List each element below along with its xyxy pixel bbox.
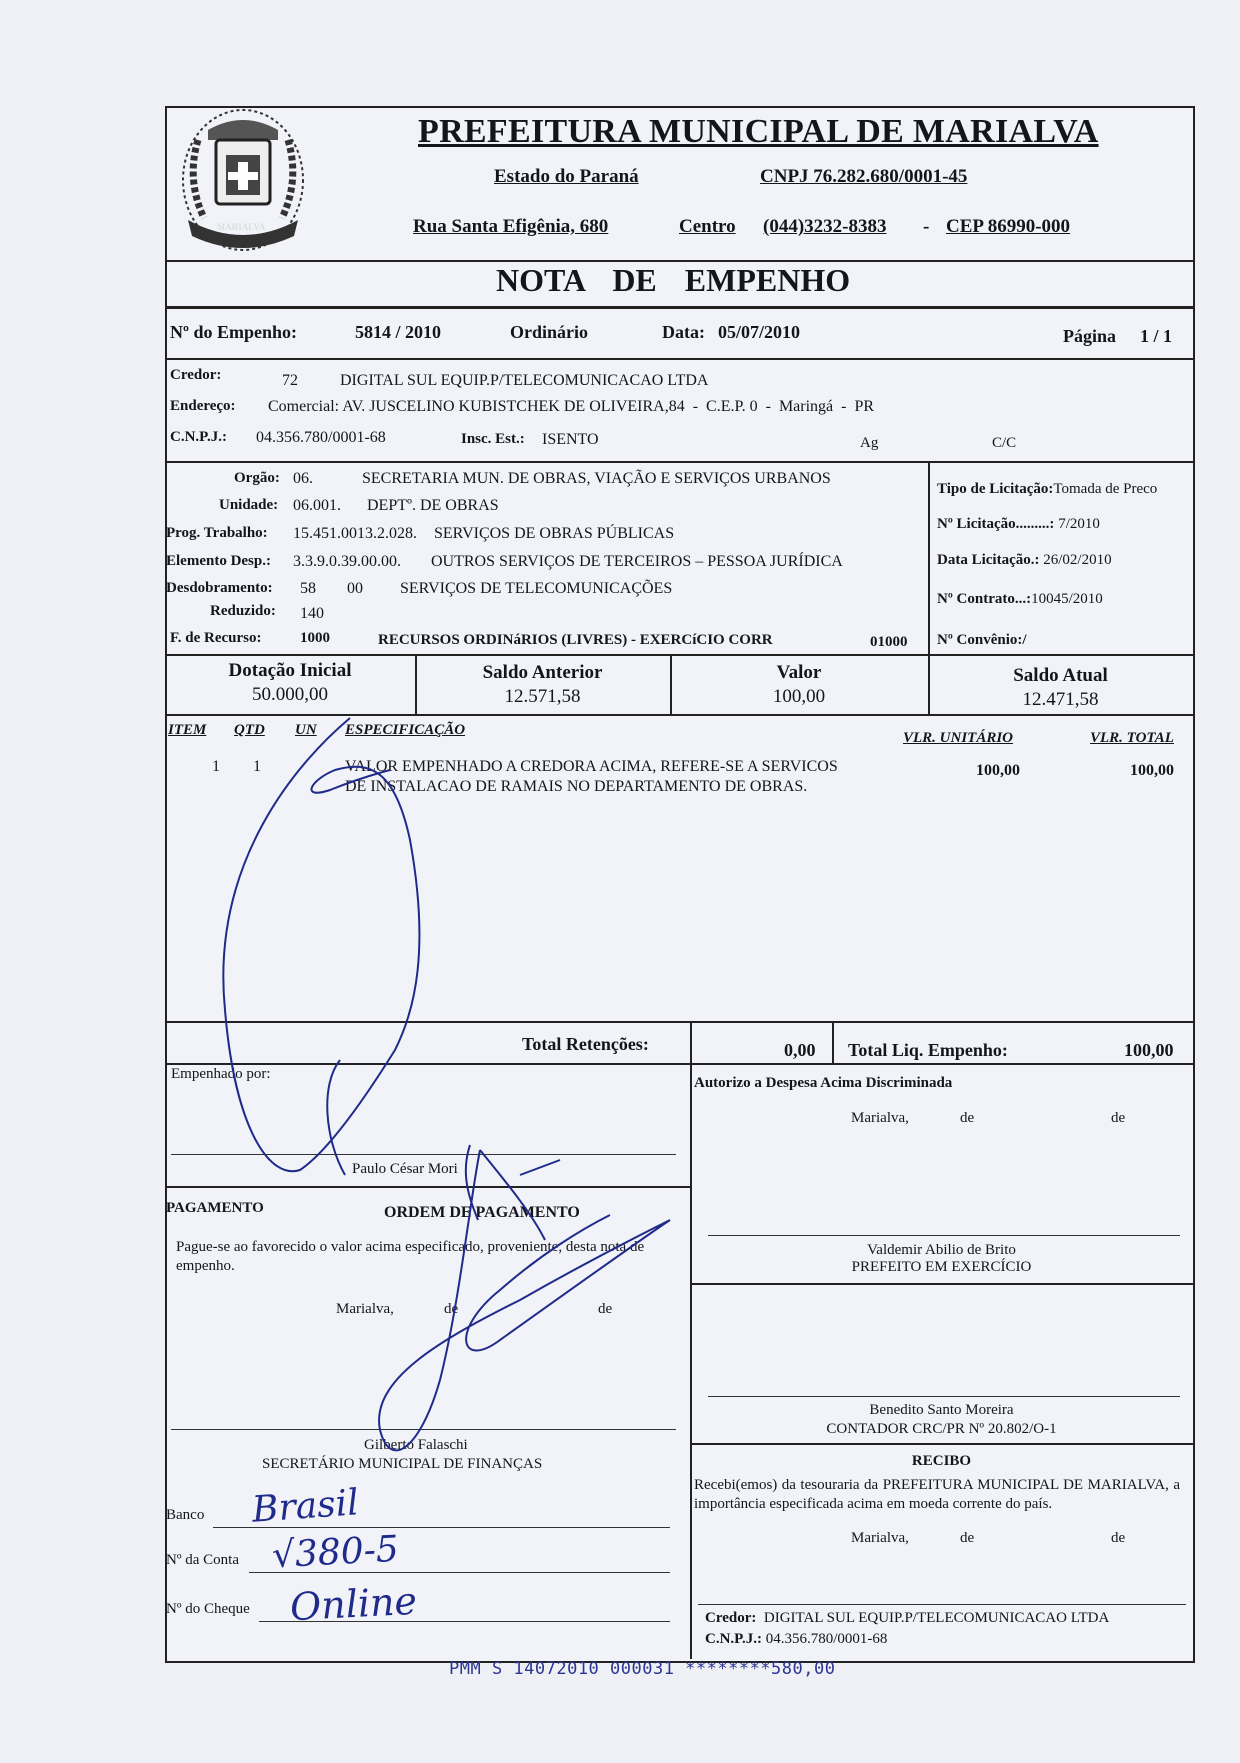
recurso-label: F. de Recurso: — [170, 630, 262, 646]
col-qtd: QTD — [234, 722, 265, 738]
agency-label: Ag — [860, 435, 879, 451]
saldo-atual-value: 12.471,58 — [1022, 689, 1099, 710]
licitacao-number-label: Nº Licitação.........: — [937, 516, 1055, 532]
prog-name: SERVIÇOS DE OBRAS PÚBLICAS — [434, 525, 675, 542]
licitacao-date-label: Data Licitação.: — [937, 552, 1040, 568]
elemento-code: 3.3.9.0.39.00.00. — [293, 553, 401, 570]
cheque-handwriting: Online — [288, 1578, 418, 1630]
banco-handwriting: Brasil — [250, 1482, 360, 1531]
empenho-number-label: Nº do Empenho: — [170, 322, 297, 342]
right-de1: de — [960, 1110, 975, 1126]
contador-title: CONTADOR CRC/PR Nº 20.802/O-1 — [826, 1421, 1057, 1437]
contador-name: Benedito Santo Moreira — [869, 1402, 1014, 1418]
prefeito-title: PREFEITO EM EXERCÍCIO — [851, 1259, 1032, 1275]
recibo-credor-name: DIGITAL SUL EQUIP.P/TELECOMUNICACAO LTDA — [763, 1610, 1110, 1626]
header-district: Centro — [679, 216, 736, 237]
recurso-code: 1000 — [300, 630, 330, 646]
saldo-atual-label: Saldo Atual — [1013, 665, 1108, 686]
licitacao-date — [937, 552, 1112, 569]
right-de2: de — [1111, 1110, 1126, 1126]
liquido-label: Total Liq. Empenho: — [848, 1040, 1008, 1060]
empenhado-name: Paulo César Mori — [352, 1161, 458, 1177]
header-cnpj: CNPJ 76.282.680/0001-45 — [760, 166, 968, 187]
valor-value: 100,00 — [772, 686, 826, 707]
secretario-name: Gilberto Falaschi — [364, 1437, 468, 1453]
prog-code: 15.451.0013.2.028. — [293, 525, 417, 542]
desdobramento-name: SERVIÇOS DE TELECOMUNICAÇÕES — [400, 580, 673, 597]
empenho-date: 05/07/2010 — [718, 322, 801, 342]
cheque-label: Nº do Cheque — [166, 1601, 250, 1617]
prog-label: Prog. Trabalho: — [166, 525, 268, 541]
licitacao-number-value: 7/2010 — [1058, 516, 1100, 532]
header-state: Estado do Paraná — [494, 166, 639, 187]
licitacao-type-value: Tomada de Preco — [1053, 481, 1158, 497]
col-spec: ESPECIFICAÇÃO — [345, 722, 466, 738]
credor-code: 72 — [282, 372, 298, 389]
pagamento-label: PAGAMENTO — [166, 1200, 264, 1216]
left-city: Marialva, — [336, 1301, 394, 1317]
item-total-value: 100,00 — [1130, 762, 1174, 779]
ordem-pagamento-label: ORDEM DE PAGAMENTO — [384, 1204, 580, 1221]
contrato-label: Nº Contrato...: — [937, 591, 1032, 607]
contrato-value: 10045/2010 — [1031, 591, 1103, 607]
credor-cnpj: 04.356.780/0001-68 — [256, 429, 386, 446]
page-number-label: Página — [1063, 326, 1117, 346]
elemento-name: OUTROS SERVIÇOS DE TERCEIROS – PESSOA JURÍDICA — [431, 553, 843, 570]
recibo-de1: de — [960, 1530, 975, 1546]
cnpj-label: C.N.P.J.: — [170, 429, 227, 445]
autorizo-label: Autorizo a Despesa Acima Discriminada — [694, 1075, 953, 1091]
desdobramento-label: Desdobramento: — [166, 580, 273, 596]
account-label: C/C — [992, 435, 1017, 451]
prefeito-name: Valdemir Abilio de Brito — [867, 1242, 1016, 1258]
payment-stamp: PMM S 14072010 000031 ********580,00 — [449, 1659, 836, 1679]
recibo-credor — [705, 1610, 1109, 1627]
insc-label: Insc. Est.: — [461, 431, 525, 447]
credor-name: DIGITAL SUL EQUIP.P/TELECOMUNICACAO LTDA — [340, 372, 709, 389]
conta-label: Nº da Conta — [166, 1552, 239, 1568]
right-city: Marialva, — [851, 1110, 909, 1126]
insc-value: ISENTO — [542, 431, 599, 448]
recibo-label: RECIBO — [911, 1453, 972, 1469]
retencoes-value: 0,00 — [784, 1040, 816, 1060]
dotacao-label: Dotação Inicial — [228, 660, 352, 681]
page-title: PREFEITURA MUNICIPAL DE MARIALVA — [418, 113, 1099, 150]
recibo-cnpj — [705, 1631, 887, 1648]
address-label: Endereço: — [170, 398, 236, 414]
coat-of-arms-icon — [168, 100, 318, 260]
recurso-name: RECURSOS ORDINáRIOS (LIVRES) - EXERCíCIO CORR — [378, 632, 773, 648]
contrato — [937, 591, 1103, 608]
left-de1: de — [444, 1301, 459, 1317]
left-de2: de — [598, 1301, 613, 1317]
credor-label: Credor: — [170, 367, 222, 383]
item-unit-value: 100,00 — [976, 762, 1020, 779]
header-separator: - — [923, 216, 930, 237]
banco-label: Banco — [166, 1507, 205, 1523]
saldo-anterior-label: Saldo Anterior — [482, 662, 603, 683]
orgao-name: SECRETARIA MUN. DE OBRAS, VIAÇÃO E SERVIÇOS URBANOS — [362, 470, 831, 487]
col-total-value: VLR. TOTAL — [1090, 730, 1174, 746]
col-un: UN — [295, 722, 317, 738]
orgao-label: Orgão: — [234, 470, 280, 486]
page-number: 1 / 1 — [1140, 326, 1173, 346]
orgao-code: 06. — [293, 470, 313, 487]
valor-label: Valor — [776, 662, 822, 683]
empenho-number: 5814 / 2010 — [355, 322, 442, 342]
pague-text: Pague-se ao favorecido o valor acima especificado, proveniente, desta nota de empenho. — [176, 1239, 645, 1274]
retencoes-label: Total Retenções: — [522, 1034, 649, 1054]
unidade-label: Unidade: — [219, 497, 279, 513]
empenho-type: Ordinário — [510, 322, 589, 342]
header-cep: CEP 86990-000 — [946, 216, 1071, 237]
conta-handwriting: √380-5 — [271, 1528, 400, 1577]
unidade-name: DEPTº. DE OBRAS — [367, 497, 499, 514]
convenio-label: Nº Convênio:/ — [937, 632, 1027, 648]
desdobramento-sub: 00 — [347, 580, 363, 597]
header-phone: (044)3232-8383 — [763, 216, 887, 237]
col-unit-value: VLR. UNITÁRIO — [903, 730, 1014, 746]
secretario-title: SECRETÁRIO MUNICIPAL DE FINANÇAS — [262, 1456, 543, 1472]
licitacao-number — [937, 516, 1100, 533]
empenhado-label: Empenhado por: — [171, 1066, 271, 1082]
item-description-line2: DE INSTALACAO DE RAMAIS NO DEPARTAMENTO DE OBRAS. — [345, 778, 808, 795]
reduzido-label: Reduzido: — [210, 603, 276, 619]
header-street: Rua Santa Efigênia, 680 — [413, 216, 609, 237]
item-description-line1: VALOR EMPENHADO A CREDORA ACIMA, REFERE-SE A SERVICOS — [345, 758, 838, 775]
recibo-city: Marialva, — [851, 1530, 909, 1546]
recurso-code2: 01000 — [870, 634, 908, 650]
elemento-label: Elemento Desp.: — [166, 553, 271, 569]
item-number: 1 — [212, 758, 220, 775]
col-item: ITEM — [168, 722, 207, 738]
licitacao-type-label: Tipo de Licitação: — [937, 481, 1054, 497]
licitacao-date-value: 26/02/2010 — [1043, 552, 1112, 568]
credor-address: Comercial: AV. JUSCELINO KUBISTCHEK DE OLIVEIRA,84 - C.E.P. 0 - Maringá - PR — [268, 398, 875, 415]
empenho-date-label: Data: — [662, 322, 705, 342]
saldo-anterior-value: 12.571,58 — [504, 686, 581, 707]
document-title: NOTA DE EMPENHO — [496, 262, 851, 298]
recibo-de2: de — [1111, 1530, 1126, 1546]
desdobramento-code: 58 — [300, 580, 316, 597]
recibo-cnpj-label: C.N.P.J.: — [705, 1631, 762, 1647]
dotacao-value: 50.000,00 — [252, 684, 328, 705]
crest-ribbon-text: MARIALVA — [216, 222, 266, 232]
recibo-credor-label: Credor: — [705, 1610, 757, 1626]
unidade-code: 06.001. — [293, 497, 341, 514]
recibo-text: Recebi(emos) da tesouraria da PREFEITURA MUNICIPAL DE MARIALVA, a importância especificada acima em moeda corrente do país. — [694, 1477, 1180, 1512]
liquido-value: 100,00 — [1124, 1040, 1174, 1060]
reduzido-value: 140 — [300, 605, 324, 622]
item-qty: 1 — [253, 758, 261, 775]
licitacao-type — [937, 481, 1157, 498]
recibo-cnpj-value: 04.356.780/0001-68 — [765, 1631, 888, 1647]
